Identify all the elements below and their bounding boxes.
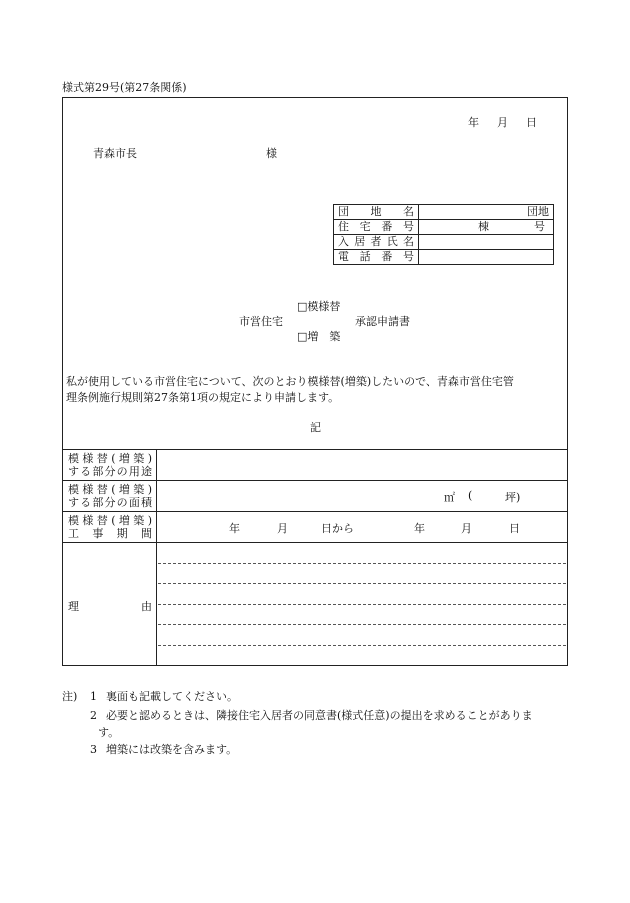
period-to-year: 年 xyxy=(414,522,425,535)
period-from-month: 月 xyxy=(277,522,288,535)
phone-label: 電 話 番 号 xyxy=(334,250,419,265)
table-row xyxy=(334,205,554,220)
note-text: 必要と認めるときは、隣接住宅入居者の同意書(様式任意)の提出を求めることがありま xyxy=(106,709,533,722)
usage-field[interactable] xyxy=(158,451,566,479)
area-label xyxy=(68,483,154,509)
body-line-1: 私が使用している市営住宅について、次のとおり模様替(増築)したいので、青森市営住宅管 xyxy=(66,375,514,388)
period-from-day: 日から xyxy=(321,522,354,535)
reason-label-right: 由 xyxy=(141,600,152,613)
table-top-line xyxy=(62,449,568,450)
house-number-field[interactable] xyxy=(419,220,554,235)
area-label-line2: する部分の面積 xyxy=(68,496,152,509)
period-to-day: 日 xyxy=(509,522,520,535)
table-row xyxy=(334,220,554,235)
reason-field[interactable] xyxy=(158,544,566,664)
note-number: 2 xyxy=(90,709,97,722)
usage-label xyxy=(68,452,154,478)
row-divider xyxy=(62,542,568,543)
table-row xyxy=(334,235,554,250)
reason-label-left: 理 xyxy=(68,600,79,613)
area-paren-open: ( xyxy=(468,489,473,502)
column-divider xyxy=(156,449,157,666)
table-row xyxy=(334,250,554,265)
notes-prefix: 注) xyxy=(62,690,78,703)
estate-name-label: 団 地 名 xyxy=(334,205,419,220)
phone-field[interactable] xyxy=(419,250,554,265)
unit-suffix: 号 xyxy=(534,220,545,233)
period-label-line1: 模様替(増築) xyxy=(68,514,152,527)
usage-label-line1: 模様替(増築) xyxy=(68,452,152,465)
resident-name-label: 入居者氏名 xyxy=(334,235,419,250)
resident-name-field[interactable] xyxy=(419,235,554,250)
note-text: 増築には改築を含みます。 xyxy=(106,743,238,756)
date-month: 月 xyxy=(497,116,508,129)
tsubo-unit: 坪) xyxy=(505,491,521,504)
note-number: 1 xyxy=(90,690,97,703)
house-number-label: 住 宅 番 号 xyxy=(334,220,419,235)
ki-heading: 記 xyxy=(310,421,321,434)
note-number: 3 xyxy=(90,743,97,756)
period-label-line2: 工 事 期 間 xyxy=(68,527,152,540)
row-divider xyxy=(62,511,568,512)
applicant-info-table xyxy=(333,204,554,265)
usage-label-line2: する部分の用途 xyxy=(68,465,152,478)
period-to-month: 月 xyxy=(461,522,472,535)
estate-suffix: 団地 xyxy=(527,205,549,218)
date-day: 日 xyxy=(526,116,537,129)
title-right: 承認申請書 xyxy=(355,315,410,328)
date-year: 年 xyxy=(468,116,479,129)
area-unit: ㎡ xyxy=(444,491,455,504)
addressee: 青森市長 xyxy=(93,147,137,160)
title-left: 市営住宅 xyxy=(239,315,283,328)
note-text: 裏面も記載してください。 xyxy=(106,690,238,703)
body-line-2: 理条例施行規則第27条第1項の規定により申請します。 xyxy=(66,391,340,404)
area-label-line1: 模様替(増築) xyxy=(68,483,152,496)
form-number: 様式第29号(第27条関係) xyxy=(62,81,187,94)
building-suffix: 棟 xyxy=(478,220,489,233)
row-divider xyxy=(62,480,568,481)
period-from-year: 年 xyxy=(229,522,240,535)
note-text-cont: す。 xyxy=(98,726,120,739)
date-line xyxy=(468,114,537,130)
option-remodel-checkbox[interactable]: □模様替 xyxy=(297,300,341,313)
body-text xyxy=(66,374,564,406)
estate-name-field[interactable] xyxy=(419,205,554,220)
option-extension-checkbox[interactable]: □増 築 xyxy=(297,330,341,343)
honorific: 様 xyxy=(266,147,277,160)
period-field[interactable] xyxy=(158,513,566,541)
period-label xyxy=(68,514,154,540)
